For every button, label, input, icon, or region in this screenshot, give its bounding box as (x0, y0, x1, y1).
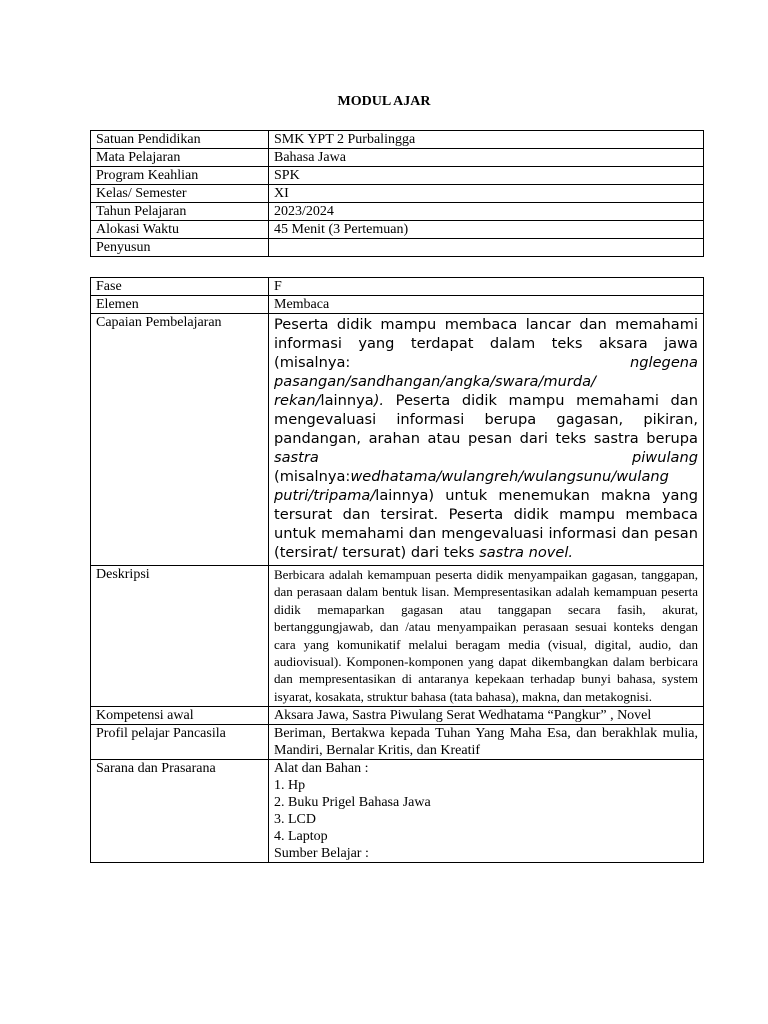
row-label: Program Keahlian (91, 167, 269, 185)
profil-label: Profil pelajar Pancasila (91, 725, 269, 760)
row-value: 2023/2024 (269, 203, 704, 221)
capaian-text-part: Peserta didik mampu membaca lancar dan memahami informasi yang terdapat dalam teks aksara jawa (misalnya: (274, 316, 698, 371)
elemen-value: Membaca (269, 296, 704, 314)
capaian-text-italic: nglegena pasangan/sandhangan/angka/swara/murda/ rekan/ (274, 354, 698, 409)
list-item: 2. Buku Prigel Bahasa Jawa (274, 795, 431, 811)
row-label: Tahun Pelajaran (91, 203, 269, 221)
row-label: Mata Pelajaran (91, 149, 269, 167)
fase-value: F (269, 278, 704, 296)
capaian-text-part: lainnya (320, 392, 374, 409)
table-row (91, 566, 704, 707)
table-row (91, 221, 704, 239)
capaian-text-italic: ). (373, 392, 385, 409)
table-row (91, 314, 704, 566)
row-label: Alokasi Waktu (91, 221, 269, 239)
capaian-text-italic: sastra novel. (479, 544, 574, 561)
list-item: Alat dan Bahan : (274, 761, 369, 777)
capaian-text (269, 314, 704, 566)
list-item: 3. LCD (274, 812, 316, 828)
capaian-label: Capaian Pembelajaran (91, 314, 269, 566)
row-label: Satuan Pendidikan (91, 131, 269, 149)
list-item: Sumber Belajar : (274, 846, 369, 862)
elemen-label: Elemen (91, 296, 269, 314)
table-row (91, 185, 704, 203)
identity-table (90, 130, 704, 257)
sarana-list (269, 760, 704, 863)
table-row (91, 760, 704, 863)
fase-label: Fase (91, 278, 269, 296)
table-row (91, 707, 704, 725)
learning-detail-table (90, 277, 704, 863)
table-row (91, 725, 704, 760)
row-label: Kelas/ Semester (91, 185, 269, 203)
capaian-text-part: (misalnya: (274, 468, 351, 485)
capaian-text-part: lainnya) untuk menemukan makna yang tersurat dan tersirat. Peserta didik mampu membaca untuk memahami dan mengevaluasi informasi dan pesan (tersirat/ tersurat) dari teks (274, 487, 698, 561)
deskripsi-label: Deskripsi (91, 566, 269, 707)
table-row (91, 296, 704, 314)
row-value: 45 Menit (3 Pertemuan) (269, 221, 704, 239)
table-row (91, 167, 704, 185)
table-row (91, 149, 704, 167)
row-value: SMK YPT 2 Purbalingga (269, 131, 704, 149)
document-title: MODUL AJAR (337, 94, 431, 109)
table-row (91, 203, 704, 221)
capaian-text-italic: wedhatama/wulangreh/wulangsunu/wulang putri/tripama/ (274, 468, 669, 504)
sarana-label: Sarana dan Prasarana (91, 760, 269, 863)
kompetensi-label: Kompetensi awal (91, 707, 269, 725)
row-label: Penyusun (91, 239, 269, 257)
table-row (91, 239, 704, 257)
capaian-text-part: Peserta didik mampu memahami dan mengevaluasi informasi berupa gagasan, pikiran, pandangan, arahan atau pesan dari teks sastra berupa (274, 392, 698, 447)
row-value: SPK (269, 167, 704, 185)
capaian-text-italic: sastra piwulang (274, 449, 698, 466)
list-item: 4. Laptop (274, 829, 328, 845)
table-row (91, 131, 704, 149)
row-value (269, 239, 704, 257)
table-row (91, 278, 704, 296)
row-value: Bahasa Jawa (269, 149, 704, 167)
profil-value: Beriman, Bertakwa kepada Tuhan Yang Maha Esa, dan berakhlak mulia, Mandiri, Bernalar Kritis, dan Kreatif (269, 725, 704, 760)
list-item: 1. Hp (274, 778, 306, 794)
row-value: XI (269, 185, 704, 203)
deskripsi-text: Berbicara adalah kemampuan peserta didik menyampaikan gagasan, tanggapan, dan perasaan dalam bentuk lisan. Mempresentasikan adalah kemampuan peserta didik memaparkan gagasan atau tanggapan secara fasih, akurat, bertanggungjawab, dan /atau menyampaikan perasaan sesuai konteks dengan cara yang komunikatif melalui beragam media (visual, digital, audio, dan audiovisual). Komponen-komponen yang dapat dikembangkan dalam berbicara dan mempresentasikan di antaranya kepekaan terhadap bunyi bahasa, system isyarat, kosakata, struktur bahasa (tata bahasa), makna, dan metakognisi. (269, 566, 704, 707)
kompetensi-value: Aksara Jawa, Sastra Piwulang Serat Wedhatama “Pangkur” , Novel (269, 707, 704, 725)
